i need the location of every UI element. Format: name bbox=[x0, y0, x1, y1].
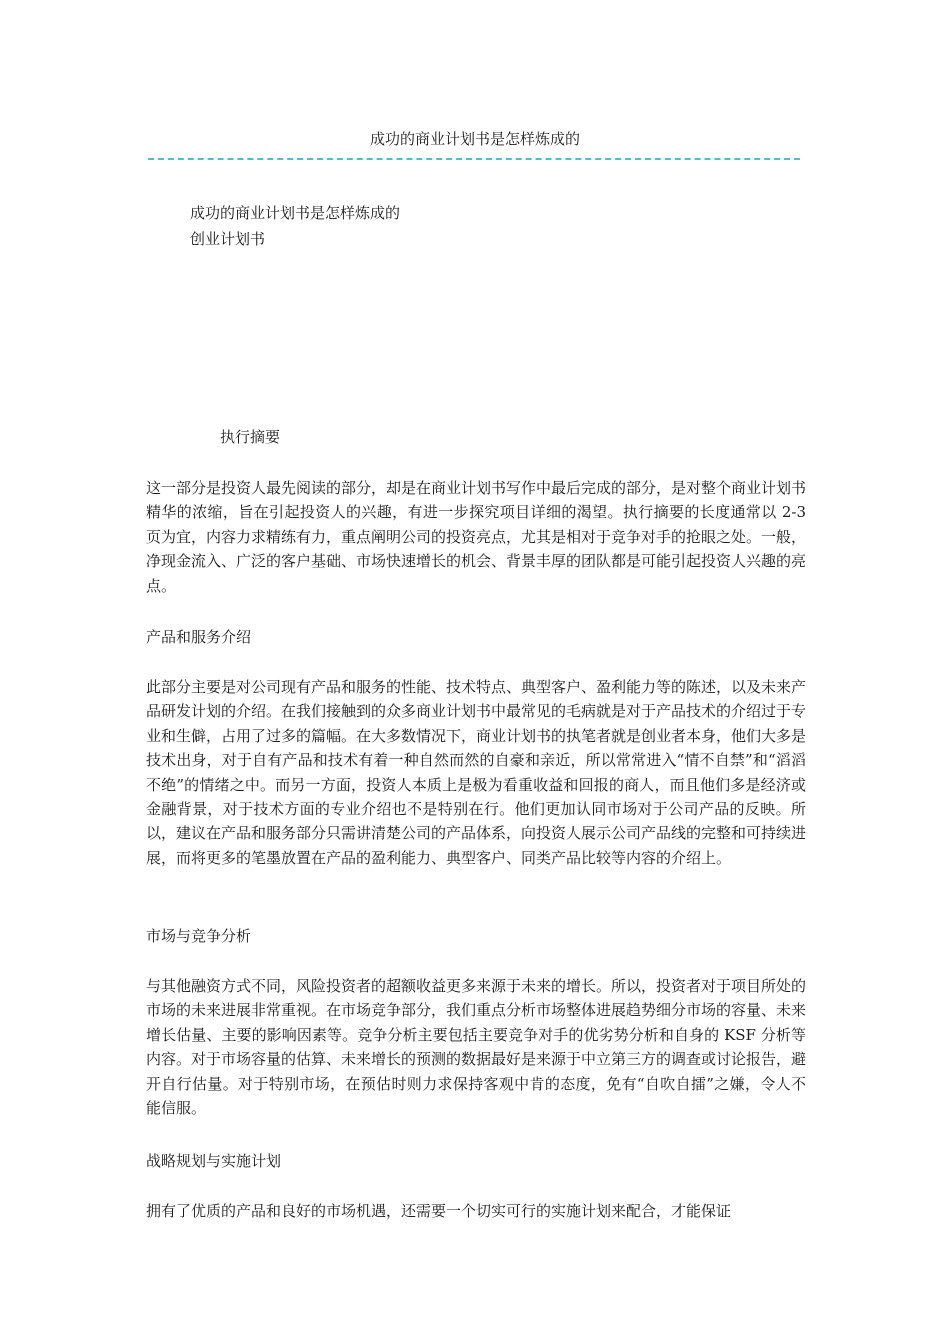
section-paragraph-executive-summary bbox=[146, 476, 806, 598]
document-category: 创业计划书 bbox=[190, 230, 266, 248]
paragraph-text: 此部分主要是对公司现有产品和服务的性能、技术特点、典型客户、盈利能力等的陈述，以及未来产品研发计划的介绍。在我们接触到的众多商业计划书中最常见的毛病就是对于产品技术的介绍过于专业和生僻，占用了过多的篇幅。在大多数情况下，商业计划书的执笔者就是创业者本身，他们大多是技术出身，对于自有产品和技术有着一种自然而然的自豪和亲近，所以常常进入“情不自禁”和“滔滔不绝”的情绪之中。而另一方面，投资人本质上是极为看重收益和回报的商人，而且他们多是经济或金融背景，对于技术方面的专业介绍也不是特别在行。他们更加认同市场对于公司产品的反映。所以，建议在产品和服务部分只需讲清楚公司的产品体系，向投资人展示公司产品线的完整和可持续进展，而将更多的笔墨放置在产品的盈利能力、典型客户、同类产品比较等内容的介绍上。 bbox=[146, 678, 807, 867]
section-heading-strategy bbox=[146, 1150, 806, 1172]
title-divider bbox=[148, 158, 800, 160]
section-paragraph-products bbox=[146, 675, 806, 870]
paragraph-text: 拥有了优质的产品和良好的市场机遇，还需要一个切实可行的实施计划来配合，才能保证 bbox=[146, 1202, 732, 1220]
section-paragraph-market bbox=[146, 974, 806, 1120]
section-heading-products bbox=[146, 626, 806, 648]
heading-text: 市场与竞争分析 bbox=[146, 927, 252, 945]
section-paragraph-strategy bbox=[146, 1199, 806, 1223]
section-heading-executive-summary: 执行摘要 bbox=[220, 428, 281, 446]
document-title: 成功的商业计划书是怎样炼成的 bbox=[369, 130, 580, 148]
paragraph-text: 与其他融资方式不同，风险投资者的超额收益更多来源于未来的增长。所以，投资者对于项目所处的市场的未来进展非常重视。在市场竞争部分，我们重点分析市场整体进展趋势细分市场的容量、未来增长估量、主要的影响因素等。竞争分析主要包括主要竞争对手的优劣势分析和自身的 KSF 分析等内容。对于市场容量的估算、未来增长的预测的数据最好是来源于中立第三方的调查或讨论报告，避开自行估量。对于特别市场，在预估时则力求保持客观中肯的态度，免有“自吹自擂”之嫌，令人不能信服。 bbox=[146, 977, 807, 1118]
document-subtitle: 成功的商业计划书是怎样炼成的 bbox=[190, 204, 401, 222]
heading-text: 产品和服务介绍 bbox=[146, 628, 252, 646]
heading-text: 战略规划与实施计划 bbox=[146, 1152, 282, 1170]
paragraph-text: 这一部分是投资人最先阅读的部分，却是在商业计划书写作中最后完成的部分，是对整个商业计划书精华的浓缩，旨在引起投资人的兴趣，有进一步探究项目详细的渴望。执行摘要的长度通常以 2-3 页为宜，内容力求精练有力，重点阐明公司的投资亮点，尤其是相对于竞争对手的抢眼之处。一般，净现金流入、广泛的客户基础、市场快速增长的机会、背景丰厚的团队都是可能引起投资人兴趣的亮点。 bbox=[146, 479, 807, 595]
section-heading-market bbox=[146, 925, 806, 947]
